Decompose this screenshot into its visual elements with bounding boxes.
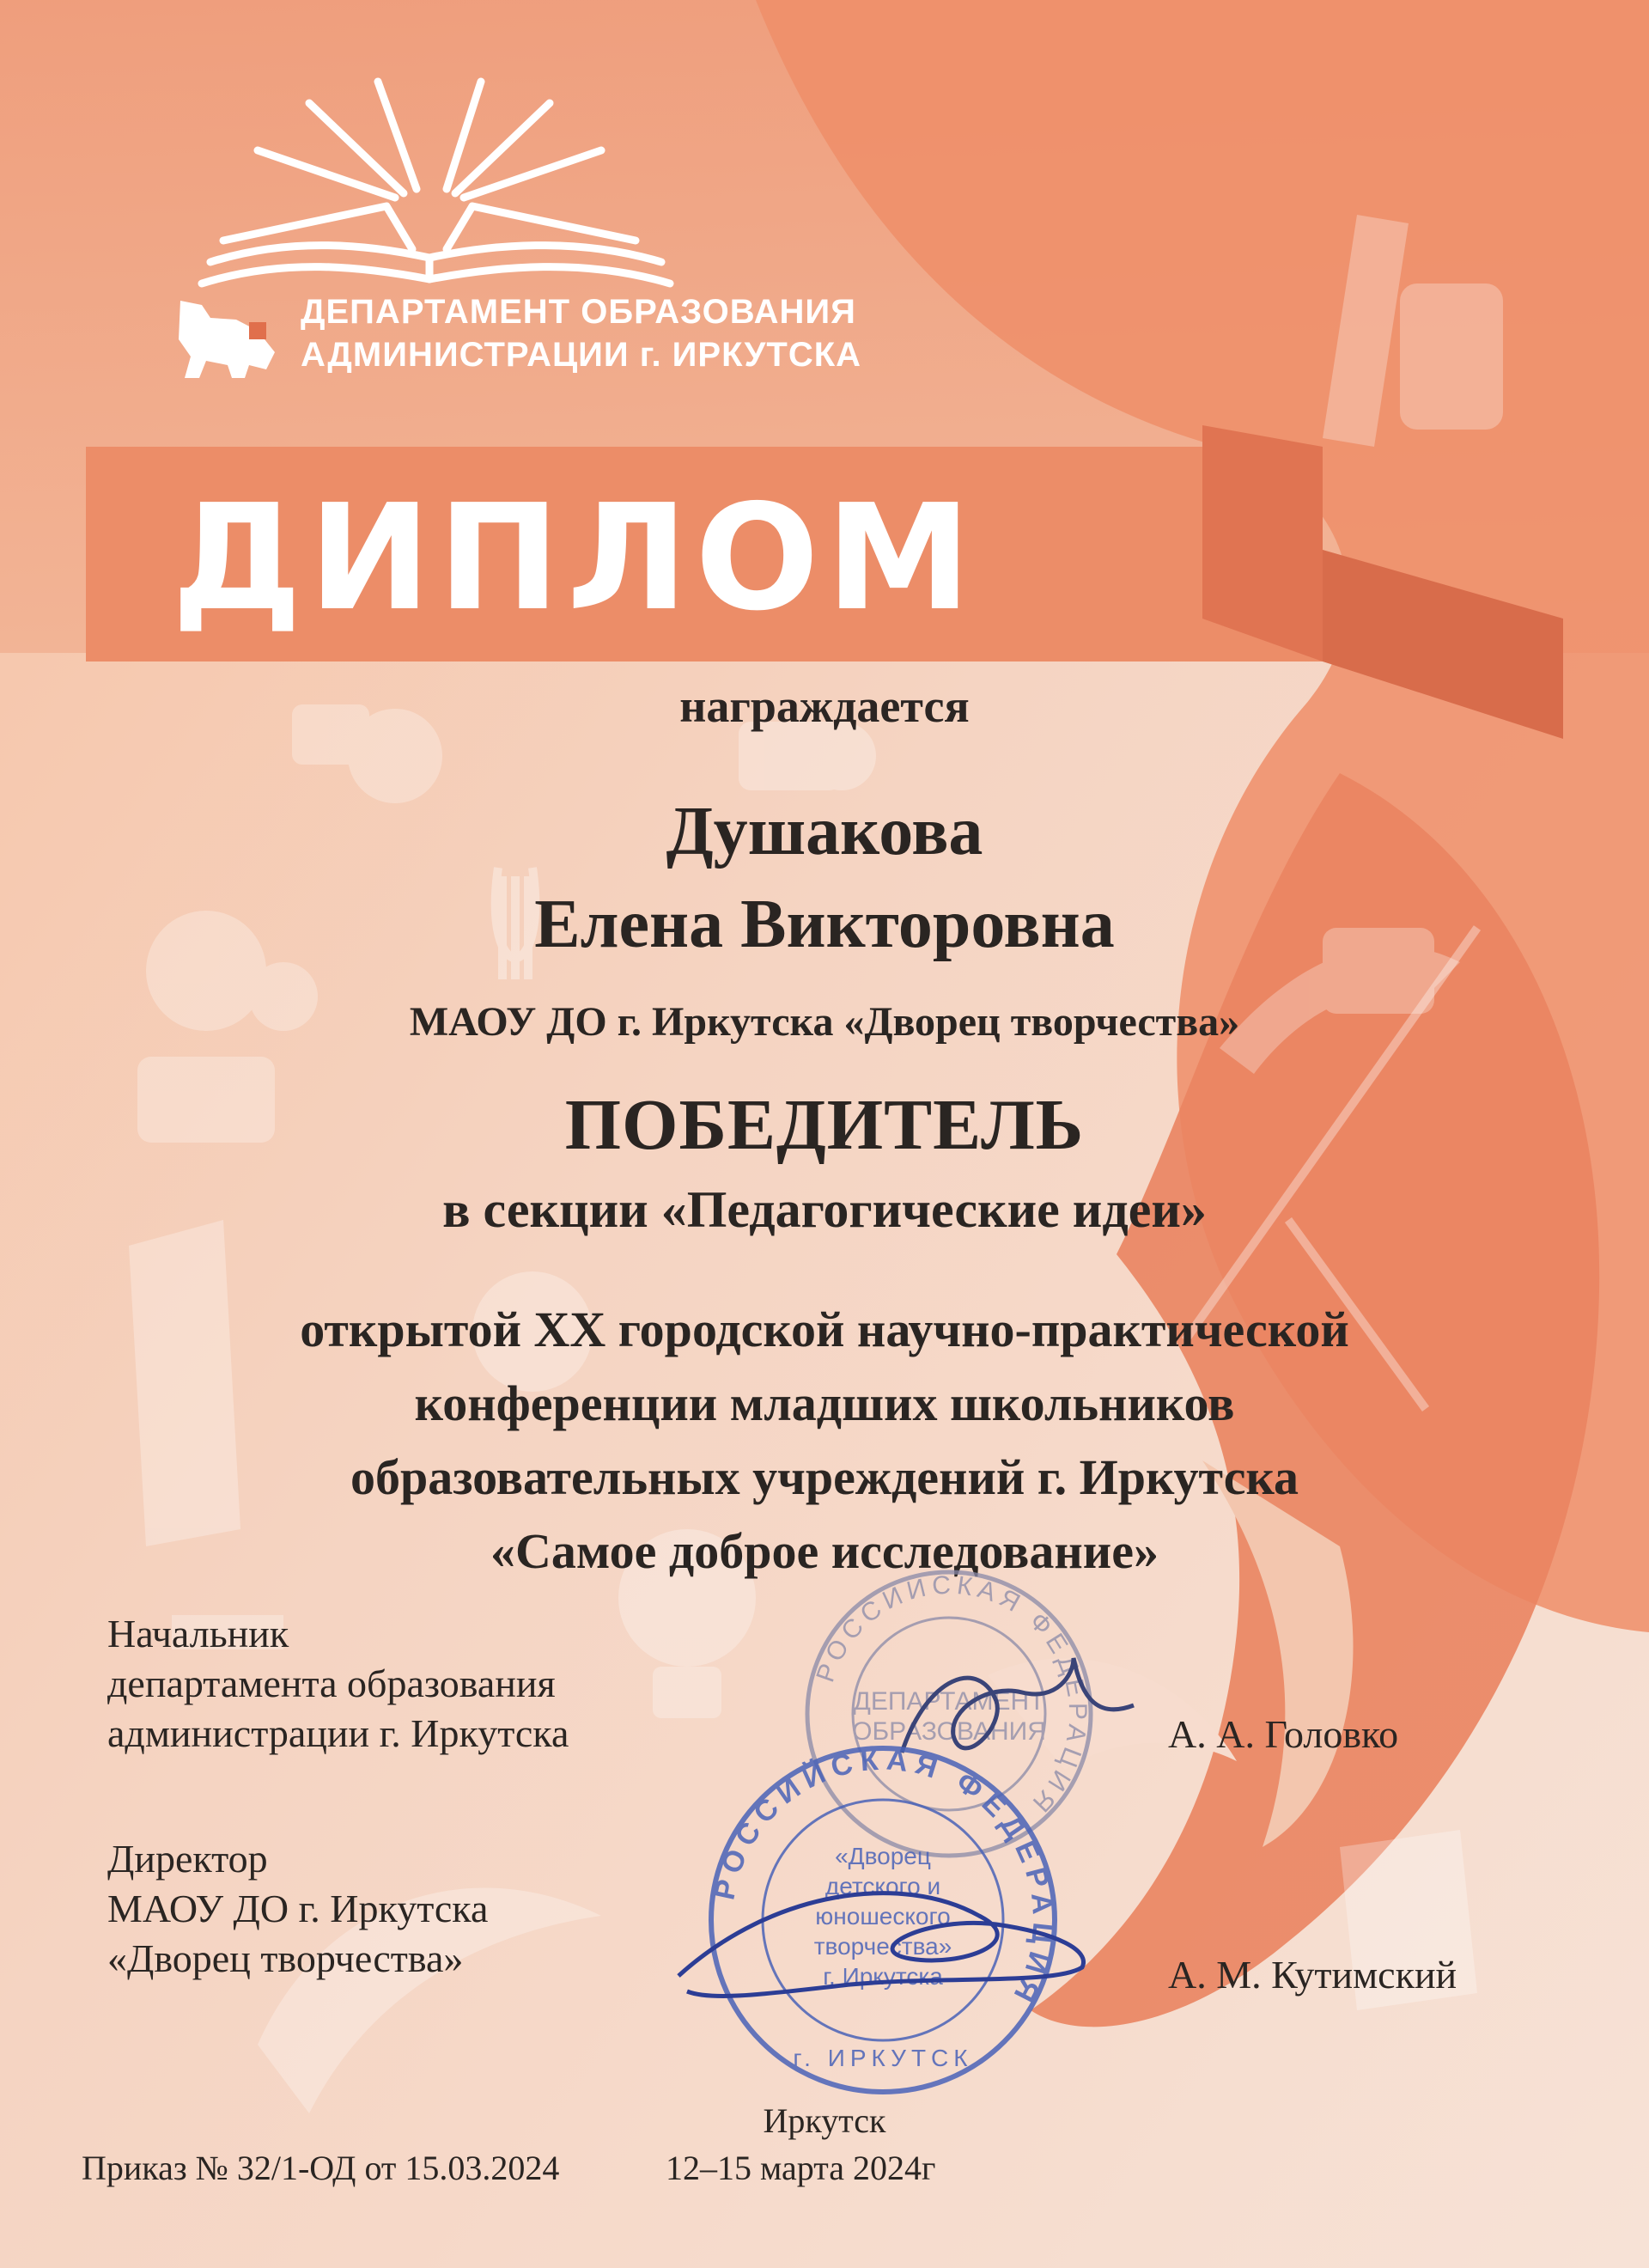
signatory-2-position-line1: Директор	[107, 1837, 268, 1881]
department-name-line1: ДЕПАРТАМЕНТ ОБРАЗОВАНИЯ	[301, 293, 856, 331]
diploma-title: ДИПЛОМ	[172, 473, 978, 643]
conference-line-3: образовательных учреждений г. Иркутска	[350, 1449, 1299, 1505]
conference-line-1: открытой XX городской научно-практической	[300, 1302, 1349, 1357]
signatory-2-position-line2: МАОУ ДО г. Иркутска	[107, 1887, 489, 1930]
recipient-organization: МАОУ ДО г. Иркутска «Дворец творчества»	[409, 999, 1240, 1045]
signatory-2-position	[107, 1834, 488, 1984]
stamp2-center-line2: детского и	[824, 1873, 941, 1899]
stamp2-bottom-text: г. ИРКУТСК	[793, 2045, 973, 2071]
stamp2-center-line1: «Дворец	[835, 1843, 931, 1869]
recipient-given-names: Елена Викторовна	[534, 887, 1115, 962]
award-section: в секции «Педагогические идеи»	[442, 1181, 1207, 1238]
stamp2-center-line5: г. Иркутска	[823, 1963, 943, 1990]
conference-line-2: конференции младших школьников	[414, 1375, 1235, 1431]
footer-dates: 12–15 марта 2024г	[666, 2149, 936, 2187]
signatory-2-name: А. М. Кутимский	[1168, 1953, 1457, 1997]
awarded-label: награждается	[679, 680, 970, 732]
signatory-1-position-line3: администрации г. Иркутска	[107, 1711, 569, 1755]
stamp2-center-line4: творчества»	[813, 1933, 952, 1960]
institution-stamp	[708, 1743, 1059, 2092]
award-place: ПОБЕДИТЕЛЬ	[564, 1085, 1085, 1165]
stamp2-center-line3: юношеского	[815, 1903, 951, 1930]
signatory-1-name: А. А. Головко	[1168, 1712, 1399, 1756]
stamp2-ring-text: РОССИЙСКАЯ ФЕДЕРАЦИЯ	[708, 1743, 1060, 2014]
signatory-1-position	[107, 1609, 569, 1759]
signatory-2-position-line3: «Дворец творчества»	[107, 1936, 464, 1980]
stamp1-center-line1: ДЕПАРТАМЕНТ	[853, 1687, 1045, 1716]
signatory-1-position-line2: департамента образования	[107, 1661, 556, 1705]
stamp1-center-line2: ОБРАЗОВАНИЯ	[852, 1717, 1046, 1746]
footer-city: Иркутск	[763, 2101, 886, 2140]
signatory-1-position-line1: Начальник	[107, 1612, 289, 1655]
recipient-surname: Душакова	[666, 794, 983, 869]
conference-line-4: «Самое доброе исследование»	[490, 1523, 1159, 1579]
department-stamp	[807, 1571, 1092, 1856]
footer-order: Приказ № 32/1-ОД от 15.03.2024	[82, 2149, 560, 2187]
department-name-line2: АДМИНИСТРАЦИИ г. ИРКУТСКА	[301, 336, 862, 374]
stamp1-ring-text: РОССИЙСКАЯ ФЕДЕРАЦИЯ	[811, 1570, 1092, 1821]
